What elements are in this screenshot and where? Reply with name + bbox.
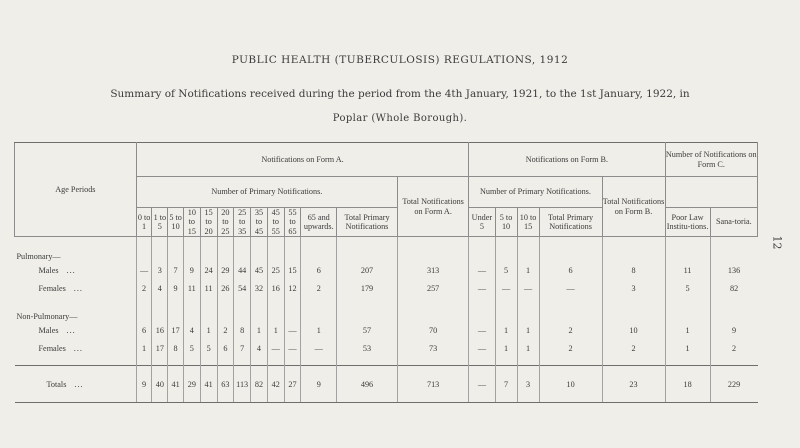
age-col-header: 65 and upwards. <box>301 208 337 237</box>
table-cell: 44 <box>234 261 251 279</box>
age-col-header: 55 to 65 <box>284 208 301 237</box>
table-cell: 27 <box>284 366 301 403</box>
age-col-header: 25 to 35 <box>234 208 251 237</box>
table-cell: 40 <box>152 366 168 403</box>
table-cell: 1 <box>665 321 710 339</box>
table-cell: — <box>284 339 301 357</box>
table-cell: — <box>284 321 301 339</box>
table-cell: 257 <box>397 279 468 297</box>
spacer-row <box>15 357 758 366</box>
table-row <box>15 321 758 339</box>
form-a-header: Notifications on Form A. <box>136 143 469 177</box>
table-cell: 3 <box>152 261 168 279</box>
table-cell: 41 <box>200 366 217 403</box>
table-cell: — <box>469 321 495 339</box>
table-cell: 4 <box>183 321 200 339</box>
table-cell: 1 <box>517 339 539 357</box>
table-cell: 713 <box>397 366 468 403</box>
page-subtitle: Summary of Notifications received during the period from the 4th January, 1921, to the 1st January, 1922, in <box>110 88 690 100</box>
table-cell: 7 <box>168 261 184 279</box>
category-row <box>15 305 758 321</box>
form-c-header: Number of Notifications on Form C. <box>665 143 758 177</box>
table-cell: 5 <box>200 339 217 357</box>
table-cell: 1 <box>267 321 284 339</box>
table-cell: 2 <box>301 279 337 297</box>
table-cell: 24 <box>200 261 217 279</box>
table-cell: 6 <box>301 261 337 279</box>
table-cell: 6 <box>136 321 152 339</box>
table-cell: 136 <box>710 261 757 279</box>
table-cell: 207 <box>337 261 398 279</box>
row-label-text: Males <box>38 325 59 335</box>
table-cell: — <box>539 279 602 297</box>
table-cell: 2 <box>539 321 602 339</box>
leader-dots: ... <box>66 265 76 275</box>
table-cell: — <box>469 261 495 279</box>
table-cell: 9 <box>136 366 152 403</box>
table-cell: 2 <box>539 339 602 357</box>
age-col-header: 45 to 55 <box>267 208 284 237</box>
table-cell: 82 <box>710 279 757 297</box>
table-cell: 5 <box>665 279 710 297</box>
table-cell: — <box>469 339 495 357</box>
table-cell: 23 <box>602 366 665 403</box>
table-cell: 4 <box>152 279 168 297</box>
table-cell: 1 <box>517 321 539 339</box>
table-cell: 26 <box>217 279 234 297</box>
row-label <box>15 261 137 279</box>
row-label <box>15 279 137 297</box>
leader-dots: ... <box>66 325 76 335</box>
table-cell: 15 <box>284 261 301 279</box>
table-cell: 16 <box>267 279 284 297</box>
table-cell: 3 <box>602 279 665 297</box>
age-col-header: 1 to 5 <box>152 208 168 237</box>
table-cell: 1 <box>495 321 517 339</box>
table-cell: 53 <box>337 339 398 357</box>
age-col-header-b: Under 5 <box>469 208 495 237</box>
form-b-header: Notifications on Form B. <box>469 143 665 177</box>
poor-law-header: Poor Law Institu-tions. <box>665 208 710 237</box>
page-number: 12 <box>770 235 784 250</box>
table-cell: — <box>267 339 284 357</box>
age-col-header-b: 10 to 15 <box>517 208 539 237</box>
table-cell: 113 <box>234 366 251 403</box>
age-col-header: 5 to 10 <box>168 208 184 237</box>
primary-a-header: Number of Primary Notifications. <box>136 177 397 208</box>
table-cell: 73 <box>397 339 468 357</box>
age-col-header: 35 to 45 <box>251 208 268 237</box>
notifications-summary-table <box>14 142 758 403</box>
table-cell: 1 <box>301 321 337 339</box>
table-cell: 63 <box>217 366 234 403</box>
table-cell: — <box>495 279 517 297</box>
age-col-header: 10 to 15 <box>183 208 200 237</box>
table-cell: 2 <box>136 279 152 297</box>
table-cell: 82 <box>251 366 268 403</box>
table-cell: 496 <box>337 366 398 403</box>
table-cell: 3 <box>517 366 539 403</box>
table-cell: 313 <box>397 261 468 279</box>
table-cell: — <box>301 339 337 357</box>
table-cell: 41 <box>168 366 184 403</box>
table-cell: 11 <box>200 279 217 297</box>
table-cell: 10 <box>602 321 665 339</box>
table-row <box>15 339 758 357</box>
table-cell: 2 <box>217 321 234 339</box>
table-cell: 229 <box>710 366 757 403</box>
table-cell: 8 <box>234 321 251 339</box>
table-cell: 11 <box>183 279 200 297</box>
table-cell: 57 <box>337 321 398 339</box>
table-cell: 6 <box>217 339 234 357</box>
table-cell: 17 <box>168 321 184 339</box>
table-cell: 9 <box>301 366 337 403</box>
table-cell: 42 <box>267 366 284 403</box>
totals-row <box>15 366 758 403</box>
table-cell: — <box>136 261 152 279</box>
page-title: PUBLIC HEALTH (TUBERCULOSIS) REGULATIONS, 1912 <box>231 54 569 66</box>
category-pulmonary: Pulmonary— <box>15 245 137 261</box>
table-cell: 7 <box>495 366 517 403</box>
table-cell: 1 <box>517 261 539 279</box>
total-primary-b-header: Total Primary Notifications <box>539 208 602 237</box>
row-label-text: Totals <box>46 379 67 389</box>
table-cell: 10 <box>539 366 602 403</box>
table-cell: 29 <box>217 261 234 279</box>
form-c-subheader-spacer <box>665 177 758 208</box>
table-cell: 29 <box>183 366 200 403</box>
table-cell: 2 <box>710 339 757 357</box>
table-cell: 9 <box>710 321 757 339</box>
table-cell: 179 <box>337 279 398 297</box>
table-cell: 5 <box>495 261 517 279</box>
primary-b-header: Number of Primary Notifications. <box>469 177 602 208</box>
spacer-row <box>15 237 758 246</box>
leader-dots: ... <box>73 343 83 353</box>
row-label-text: Males <box>38 265 59 275</box>
table-cell: 8 <box>602 261 665 279</box>
table-cell: 1 <box>495 339 517 357</box>
district-name: Poplar (Whole Borough). <box>332 113 468 124</box>
category-row <box>15 245 758 261</box>
age-col-header: 15 to 20 <box>200 208 217 237</box>
table-cell: 54 <box>234 279 251 297</box>
row-label <box>15 339 137 357</box>
leader-dots: ... <box>73 283 83 293</box>
table-cell: 32 <box>251 279 268 297</box>
table-cell: — <box>469 366 495 403</box>
table-cell: 9 <box>168 279 184 297</box>
table-cell: 16 <box>152 321 168 339</box>
sanatoria-header: Sana-toria. <box>710 208 757 237</box>
total-primary-a-header: Total Primary Notifications <box>337 208 398 237</box>
spacer-row <box>15 297 758 305</box>
age-col-header: 20 to 25 <box>217 208 234 237</box>
table-cell: 1 <box>200 321 217 339</box>
category-non-pulmonary: Non-Pulmonary— <box>15 305 137 321</box>
row-label <box>15 321 137 339</box>
row-label-text: Females <box>38 343 66 353</box>
table-cell: — <box>469 279 495 297</box>
table-cell: 5 <box>183 339 200 357</box>
leader-dots: ... <box>74 379 84 389</box>
total-a-header: Total Notifications on Form A. <box>397 177 468 237</box>
age-col-header: 0 to 1 <box>136 208 152 237</box>
table-row <box>15 261 758 279</box>
table-cell: 7 <box>234 339 251 357</box>
table-row <box>15 279 758 297</box>
age-col-header-b: 5 to 10 <box>495 208 517 237</box>
table-cell: 17 <box>152 339 168 357</box>
table-cell: 12 <box>284 279 301 297</box>
table-cell: 6 <box>539 261 602 279</box>
total-b-header: Total Notifications on Form B. <box>602 177 665 237</box>
table-cell: 18 <box>665 366 710 403</box>
table-cell: 70 <box>397 321 468 339</box>
table-cell: 1 <box>251 321 268 339</box>
row-label-text: Females <box>38 283 66 293</box>
table-cell: 4 <box>251 339 268 357</box>
table-cell: 1 <box>665 339 710 357</box>
table-cell: 45 <box>251 261 268 279</box>
table-cell: 11 <box>665 261 710 279</box>
row-label <box>15 366 137 403</box>
age-periods-header: Age Periods <box>15 143 137 237</box>
table-cell: 25 <box>267 261 284 279</box>
table-cell: 9 <box>183 261 200 279</box>
table-cell: 2 <box>602 339 665 357</box>
table-cell: — <box>517 279 539 297</box>
table-cell: 1 <box>136 339 152 357</box>
table-cell: 8 <box>168 339 184 357</box>
